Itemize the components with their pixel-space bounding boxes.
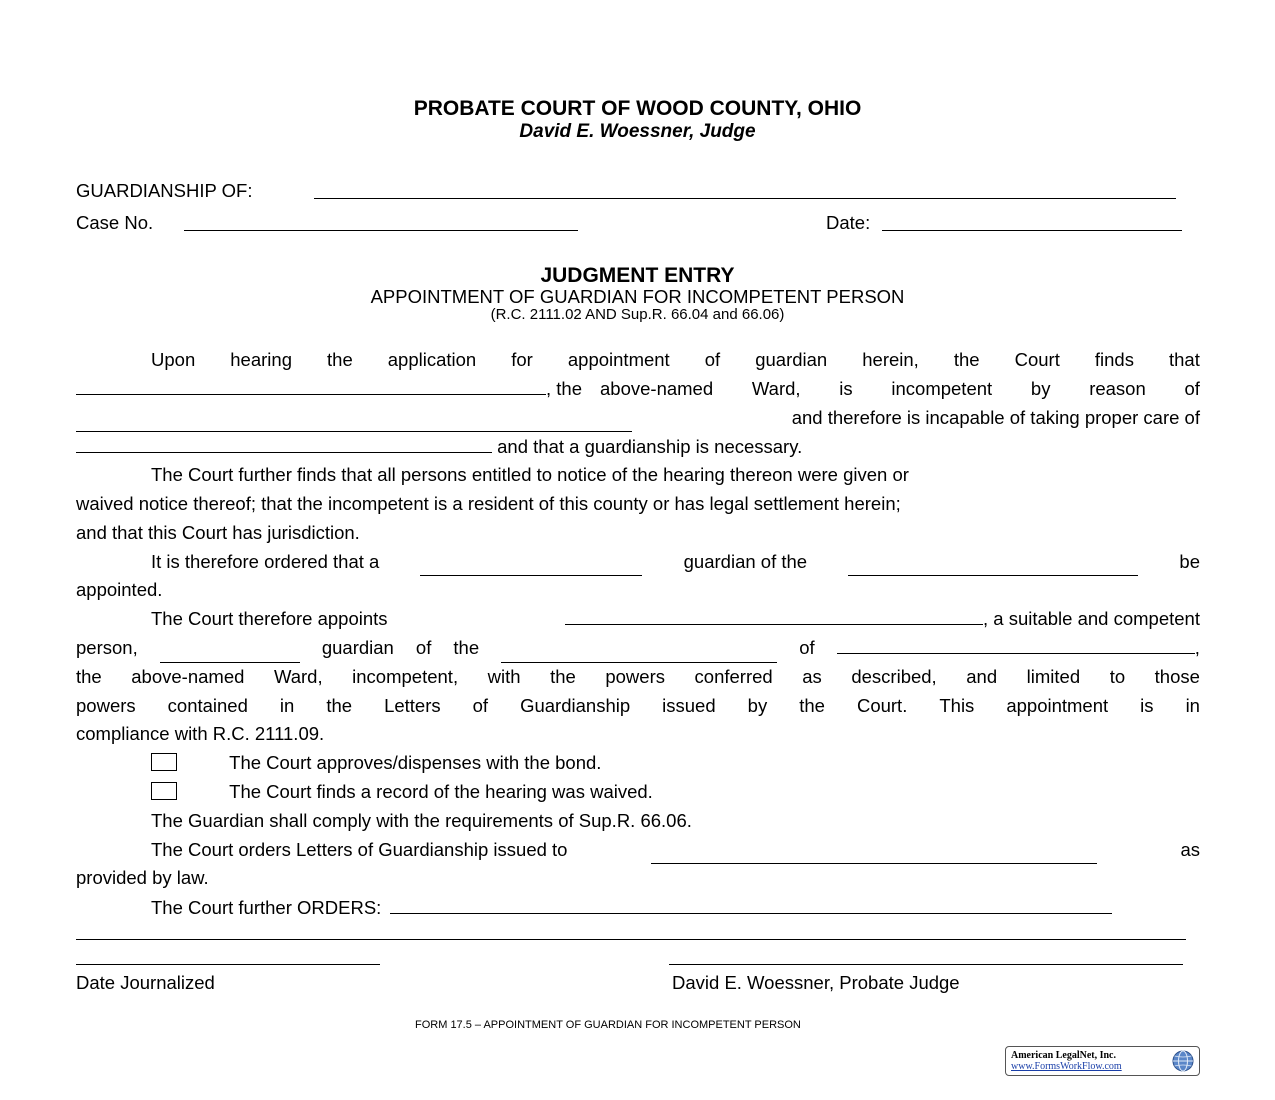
para4-text: person,: [76, 636, 138, 658]
record-checkbox-row: [76, 778, 1200, 807]
word: in: [1185, 694, 1200, 716]
para3-text: be: [1179, 550, 1200, 572]
orders-continuation-field[interactable]: [76, 939, 1186, 940]
word: of: [472, 694, 489, 716]
word: is: [839, 377, 853, 399]
para4-text: The Court therefore appoints: [151, 608, 388, 630]
para4-text: , a suitable and competent: [982, 608, 1200, 630]
logo-company-name: American LegalNet, Inc.: [1011, 1050, 1116, 1061]
para3-text: It is therefore ordered that a: [151, 550, 380, 572]
word: by: [1030, 377, 1051, 399]
word: the: [550, 665, 576, 687]
comply-line: The Guardian shall comply with the requirements of Sup.R. 66.06.: [151, 809, 692, 831]
word: Upon: [151, 349, 196, 370]
para4-line3: [76, 663, 1200, 692]
judge-signature-label: David E. Woessner, Probate Judge: [672, 972, 960, 993]
word: reason: [1089, 377, 1146, 399]
document-subtitle: APPOINTMENT OF GUARDIAN FOR INCOMPETENT PERSON: [370, 286, 905, 307]
para4-text: of: [415, 636, 432, 658]
word: above-named: [131, 665, 245, 687]
case-number-field[interactable]: [184, 230, 578, 231]
court-title: PROBATE COURT OF WOOD COUNTY, OHIO: [413, 97, 862, 120]
para4-line2: [76, 634, 1200, 663]
date-field[interactable]: [882, 230, 1182, 231]
judge-signature-line[interactable]: [669, 964, 1183, 965]
word: appointment: [567, 349, 670, 370]
para4-text: the: [453, 636, 480, 658]
word: to: [1109, 665, 1126, 687]
word: incompetent,: [352, 665, 459, 687]
word: Ward,: [273, 665, 323, 687]
para3-text: guardian of the: [683, 550, 808, 572]
bond-checkbox-row: [76, 749, 1200, 778]
para1-line3: [76, 404, 1200, 433]
para4-text: of: [799, 636, 815, 658]
bond-checkbox[interactable]: [151, 753, 177, 771]
word: above-named: [600, 377, 714, 399]
form-footer-text: FORM 17.5 – APPOINTMENT OF GUARDIAN FOR INCOMPETENT PERSON: [415, 1019, 801, 1031]
para2-line3: and that this Court has jurisdiction.: [76, 521, 360, 543]
word: appointment: [1006, 694, 1109, 716]
word: guardian: [755, 349, 828, 370]
appointee-name-field[interactable]: [565, 604, 983, 625]
word: is: [1140, 694, 1154, 716]
para1-line1: [76, 346, 1200, 375]
orders-field[interactable]: [390, 893, 1112, 914]
record-waived-label: The Court finds a record of the hearing was waived.: [229, 780, 653, 802]
word: herein,: [862, 349, 919, 370]
letters-line1: [76, 836, 1200, 865]
word: of: [704, 349, 721, 370]
guardian-type-field[interactable]: [420, 555, 642, 576]
incompetence-reason-field[interactable]: [76, 411, 632, 432]
guardian-of-field[interactable]: [848, 555, 1138, 576]
american-legalnet-logo[interactable]: [1005, 1046, 1200, 1076]
word: that: [1169, 349, 1200, 370]
judgment-entry-title: JUDGMENT ENTRY: [540, 264, 735, 287]
para4-text: ,: [1194, 636, 1200, 658]
care-of-field[interactable]: [76, 432, 492, 453]
word: by: [747, 694, 768, 716]
word: This: [939, 694, 975, 716]
para4-line4: [76, 692, 1200, 721]
logo-url-link[interactable]: www.FormsWorkFlow.com: [1011, 1061, 1122, 1072]
word: Court.: [856, 694, 908, 716]
orders-label: The Court further ORDERS:: [151, 897, 382, 919]
word: conferred: [694, 665, 773, 687]
word: Ward,: [751, 377, 801, 399]
word: for: [511, 349, 533, 370]
date-label: Date:: [826, 212, 871, 233]
para3-line1: [76, 548, 1200, 577]
word: powers: [76, 694, 136, 716]
globe-icon: [1171, 1049, 1195, 1073]
word: described,: [851, 665, 937, 687]
orders-line: [76, 893, 1200, 922]
word: powers: [605, 665, 665, 687]
statute-reference: (R.C. 2111.02 AND Sup.R. 66.04 and 66.06): [490, 306, 785, 323]
bond-checkbox-label: The Court approves/dispenses with the bond.: [229, 752, 602, 774]
para4-line5: compliance with R.C. 2111.09.: [76, 723, 325, 745]
word: in: [279, 694, 295, 716]
word: those: [1154, 665, 1200, 687]
letters-text: as: [1180, 838, 1200, 860]
judge-subtitle: David E. Woessner, Judge: [519, 121, 756, 142]
word: incompetent: [891, 377, 993, 399]
date-journalized-line[interactable]: [76, 964, 380, 965]
ward-name-field[interactable]: [76, 374, 546, 395]
letters-text: The Court orders Letters of Guardianship issued to: [151, 838, 568, 860]
para1-text: and that a guardianship is necessary.: [497, 436, 803, 458]
word: and: [966, 665, 998, 687]
word: Letters: [384, 694, 441, 716]
word: as: [802, 665, 822, 687]
guardianship-label: GUARDIANSHIP OF:: [76, 180, 253, 201]
word: limited: [1026, 665, 1081, 687]
guardian-kind-field[interactable]: [160, 642, 300, 663]
word: the: [953, 349, 980, 370]
guardianship-field[interactable]: [314, 198, 1176, 199]
para4-line1: [76, 605, 1200, 634]
para1-text: and therefore is incapable of taking proper care of: [791, 406, 1200, 428]
case-number-label: Case No.: [76, 212, 154, 233]
para3-line2: appointed.: [76, 579, 163, 601]
para1-line4: [76, 432, 1200, 461]
para1-line2: [76, 375, 1200, 404]
word: the: [327, 349, 353, 370]
word: contained: [167, 694, 248, 716]
word: the: [326, 694, 353, 716]
word: the: [799, 694, 825, 716]
date-journalized-label: Date Journalized: [76, 972, 215, 993]
word: the: [76, 665, 102, 687]
letters-line2: provided by law.: [76, 867, 209, 889]
ward-of-field[interactable]: [837, 633, 1195, 654]
word: with: [487, 665, 521, 687]
guardian-of-scope-field[interactable]: [501, 642, 777, 663]
word: finds: [1094, 349, 1134, 370]
word: application: [387, 349, 477, 370]
word: of: [1184, 377, 1200, 399]
word: hearing: [230, 349, 292, 370]
word: Court: [1014, 349, 1060, 370]
record-waived-checkbox[interactable]: [151, 782, 177, 800]
para4-text: guardian: [321, 636, 394, 658]
para2-line1: The Court further finds that all persons entitled to notice of the hearing thereon were given or: [151, 464, 909, 486]
word: Guardianship: [520, 694, 631, 716]
para2-line2: waived notice thereof; that the incompetent is a resident of this county or has legal settlement herein;: [76, 492, 901, 514]
document-body: [76, 346, 1200, 922]
para1-text: , the: [546, 377, 582, 399]
letters-issued-to-field[interactable]: [651, 843, 1097, 864]
word: issued: [662, 694, 716, 716]
